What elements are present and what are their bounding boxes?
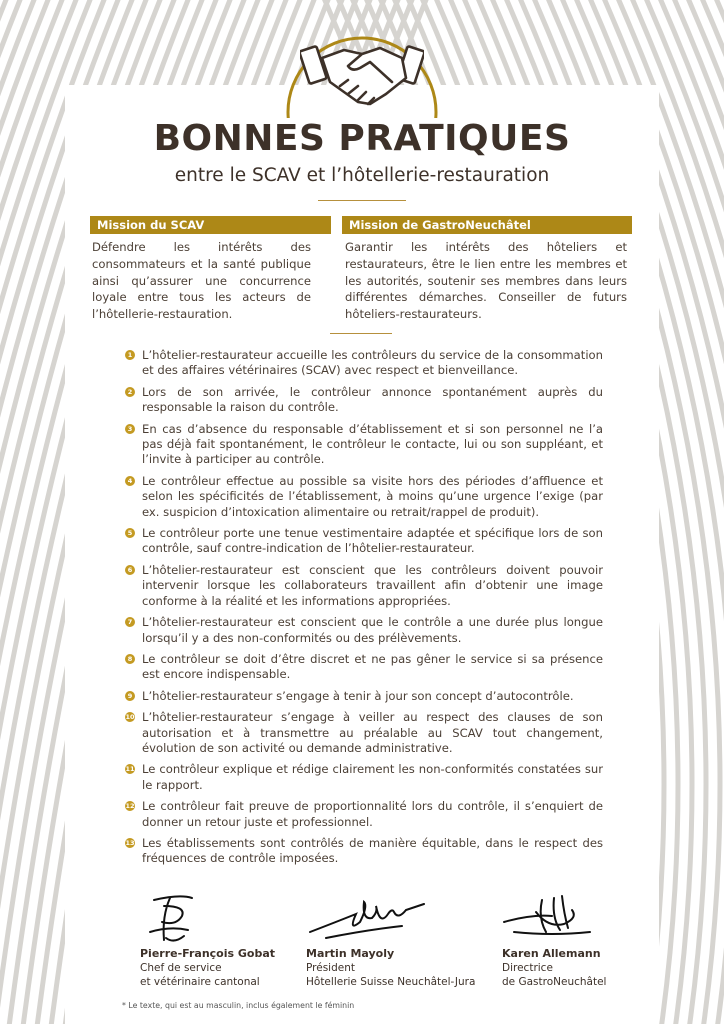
rule-item [125, 799, 603, 830]
handshake-icon [300, 36, 424, 112]
signatory-role: Directrice de GastroNeuchâtel [502, 962, 607, 988]
rule-text: Le contrôleur se doit d’être discret et ne pas gêner le service si sa présence est encore indispensable. [142, 651, 603, 682]
rule-text: Le contrôleur effectue au possible sa visite hors des périodes d’affluence et selon les spécificités de l’établissement, à moins qu’une urgence l’exige (par ex. suspicion d’intoxication alimentaire ou retrait/rappel de produit). [142, 473, 603, 519]
rule-number-badge: 9 [125, 691, 135, 701]
signatory-role: Chef de service et vétérinaire cantonal [140, 962, 260, 988]
signatory-name: Karen Allemann [502, 947, 601, 960]
signatory-role: Président Hôtellerie Suisse Neuchâtel-Jura [306, 962, 476, 988]
rule-item [125, 526, 603, 557]
mission-scav-header: Mission du SCAV [90, 216, 331, 234]
rule-number-badge: 4 [125, 476, 135, 486]
rule-number-badge: 13 [125, 838, 135, 847]
rule-number-badge: 1 [125, 350, 135, 360]
rules-list [125, 348, 603, 873]
footnote: * Le texte, qui est au masculin, inclus également le féminin [122, 1001, 355, 1010]
rule-number-badge: 3 [125, 424, 135, 434]
rule-item [125, 422, 603, 468]
signature-mayoly [306, 892, 430, 946]
rule-number-badge: 7 [125, 617, 135, 627]
rule-item [125, 836, 603, 867]
divider-middle [330, 333, 392, 334]
rule-item [125, 710, 603, 756]
signatory-name: Pierre-François Gobat [140, 947, 276, 960]
mission-gastro-header: Mission de GastroNeuchâtel [342, 216, 632, 234]
rule-number-badge: 5 [125, 528, 135, 538]
rule-item [125, 689, 603, 704]
rule-number-badge: 8 [125, 654, 135, 664]
rule-number-badge: 6 [125, 565, 135, 575]
rule-text: L’hôtelier-restaurateur s’engage à tenir à jour son concept d’autocontrôle. [142, 688, 574, 703]
rule-item [125, 762, 603, 793]
page-subtitle: entre le SCAV et l’hôtellerie-restauration [174, 165, 550, 186]
rule-text: L’hôtelier-restaurateur s’engage à veiller au respect des clauses de son autorisation et à transmettre au préalable au SCAV tout changement, évolution de son activité ou demande administrative. [142, 710, 603, 755]
rule-text: Les établissements sont contrôlés de manière équitable, dans le respect des fréquences de contrôle imposées. [142, 835, 603, 866]
rule-item [125, 385, 603, 416]
signatory-name: Martin Mayoly [306, 947, 395, 960]
rule-item [125, 615, 603, 646]
rule-text: Le contrôleur porte une tenue vestimentaire adaptée et spécifique lors de son contrôle, sauf contre-indication de l’hôtelier-restaurateur. [142, 526, 603, 556]
rule-number-badge: 10 [125, 713, 135, 722]
page-title: BONNES PRATIQUES [153, 118, 571, 159]
rule-item [125, 348, 603, 379]
rule-text: Le contrôleur explique et rédige clairement les non-conformités constatées sur le rapport. [142, 762, 603, 792]
divider-top [318, 200, 406, 201]
rule-number-badge: 11 [125, 765, 135, 774]
rule-text: L’hôtelier-restaurateur est conscient que le contrôle a une durée plus longue lorsqu’il y a des non-conformités ou des prélèvements. [142, 615, 603, 645]
rule-text: L’hôtelier-restaurateur accueille les contrôleurs du service de la consommation et des affaires vétérinaires (SCAV) avec respect et bienveillance. [142, 348, 603, 378]
signature-gobat [140, 892, 200, 946]
rule-number-badge: 12 [125, 802, 135, 811]
signature-allemann [502, 892, 602, 946]
rule-text: En cas d’absence du responsable d’établissement et si son personnel ne l’a pas déjà fait spontanément, le contrôleur le contacte, lui ou son suppléant, et l’invite à participer au contrôle. [142, 421, 603, 467]
rule-number-badge: 2 [125, 387, 135, 397]
rule-text: Le contrôleur fait preuve de proportionnalité lors du contrôle, il s’enquiert de donner un retour juste et professionnel. [142, 799, 603, 829]
rule-item [125, 652, 603, 683]
rule-item [125, 474, 603, 520]
rule-text: Lors de son arrivée, le contrôleur annonce spontanément auprès du responsable la raison du contrôle. [142, 384, 603, 415]
mission-scav-text: Défendre les intérêts des consommateurs et la santé publique ainsi qu’assurer une concurrence loyale entre tous les acteurs de l’hôtellerie-restauration. [92, 240, 311, 322]
mission-gastro-text: Garantir les intérêts des hôteliers et restaurateurs, être le lien entre les membres et les autorités, soutenir ses membres dans leurs différentes démarches. Conseiller de futurs hôteliers-restaurateurs. [345, 240, 627, 322]
rule-item [125, 563, 603, 609]
rule-text: L’hôtelier-restaurateur est conscient que les contrôleurs doivent pouvoir intervenir lorsque les collaborateurs travaillent afin d’obtenir une image conforme à la réalité et les informations appropriées. [142, 562, 603, 608]
